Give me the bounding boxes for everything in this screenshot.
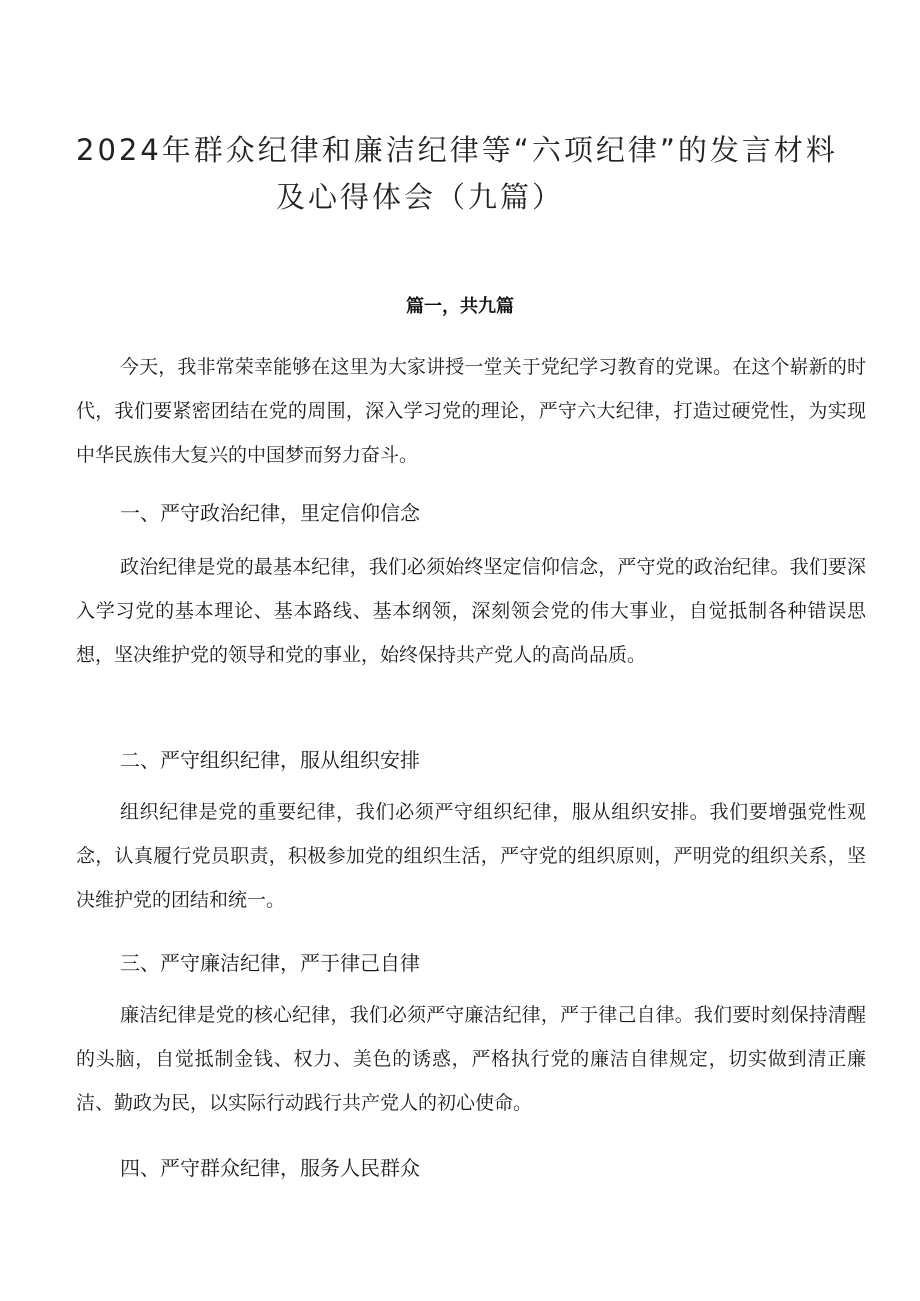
section-body-2: 组织纪律是党的重要纪律，我们必须严守组织纪律，服从组织安排。我们要增强党性观念，认真履行党员职责，积极参加党的组织生活，严守党的组织原则，严明党的组织关系，坚决维护党的团结和统一。	[76, 801, 866, 911]
section-heading-3: 三、严守廉洁纪律，严于律己自律	[120, 951, 420, 975]
section-heading-4: 四、严守群众纪律，服务人民群众	[120, 1156, 420, 1180]
section-heading-2: 二、严守组织纪律，服从组织安排	[120, 748, 420, 772]
document-title-line-2: 及心得体会（九篇）	[276, 180, 565, 214]
section-heading-1: 一、严守政治纪律，里定信仰信念	[120, 501, 420, 525]
section-subtitle: 篇一，共九篇	[406, 296, 514, 317]
intro-paragraph: 今天，我非常荣幸能够在这里为大家讲授一堂关于党纪学习教育的党课。在这个崭新的时代，我们要紧密团结在党的周围，深入学习党的理论，严守六大纪律，打造过硬党性，为实现中华民族伟大复兴的中国梦而努力奋斗。	[76, 356, 866, 466]
document-title-line-1: 2024年群众纪律和廉洁纪律等“六项纪律”的发言材料	[76, 133, 838, 167]
section-body-1: 政治纪律是党的最基本纪律，我们必须始终坚定信仰信念，严守党的政治纪律。我们要深入学习党的基本理论、基本路线、基本纲领，深刻领会党的伟大事业，自觉抵制各种错误思想，坚决维护党的领导和党的事业，始终保持共产党人的高尚品质。	[76, 556, 866, 666]
section-body-3: 廉洁纪律是党的核心纪律，我们必须严守廉洁纪律，严于律己自律。我们要时刻保持清醒的头脑，自觉抵制金钱、权力、美色的诱惑，严格执行党的廉洁自律规定，切实做到清正廉洁、勤政为民，以实际行动践行共产党人的初心使命。	[76, 1004, 866, 1114]
